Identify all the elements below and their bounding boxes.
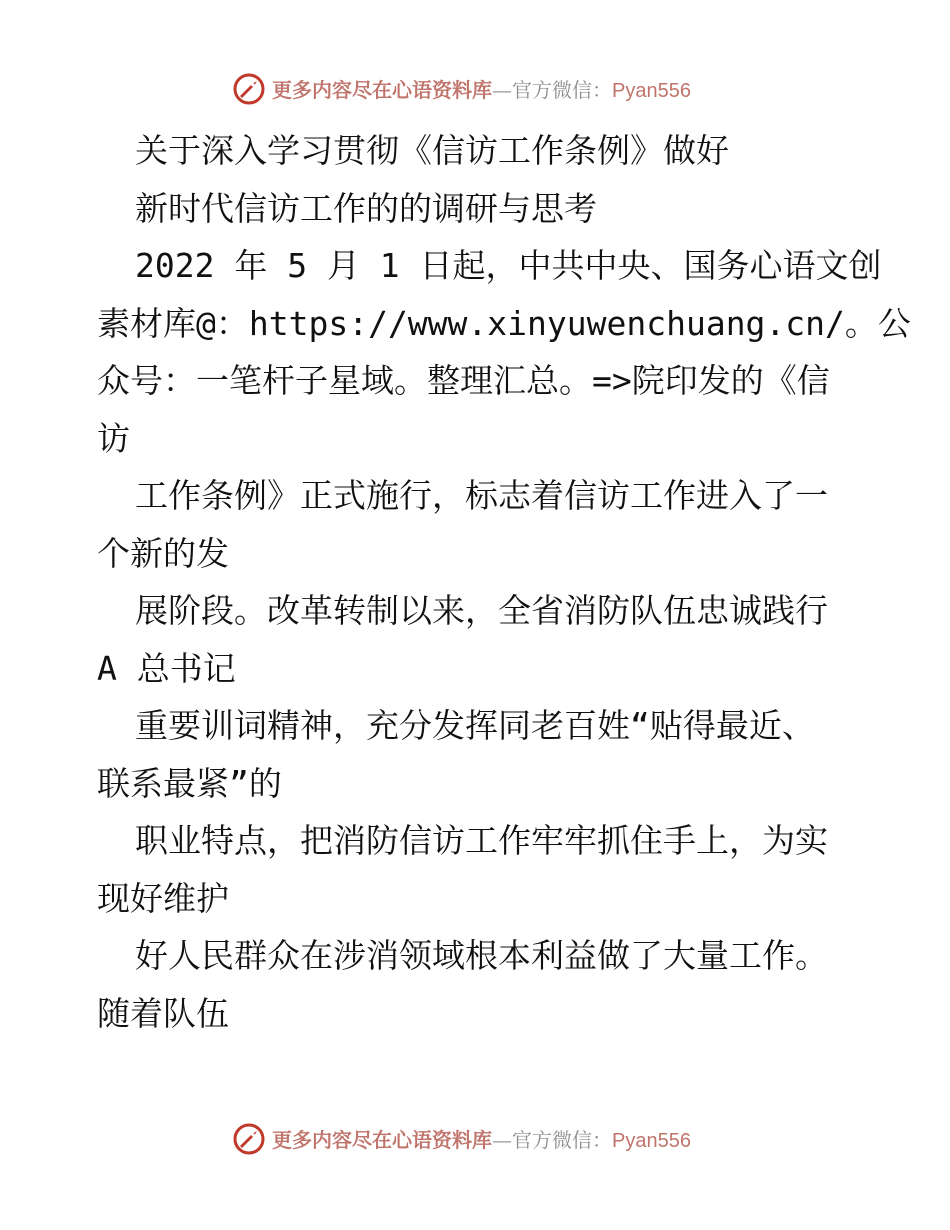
paragraph-line: 2022 年 5 月 1 日起，中共中央、国务心语文创: [135, 246, 882, 285]
paragraph-line: 访: [97, 418, 130, 458]
paragraph-line: 现好维护: [97, 878, 229, 918]
paragraph-line: 重要训词精神，充分发挥同老百姓“贴得最近、: [135, 706, 815, 745]
pen-nib-logo-icon: [232, 72, 266, 106]
footer-dash: —: [492, 1128, 512, 1152]
document-body: [97, 122, 911, 1042]
footer-banner: [0, 1120, 950, 1160]
document-title-line-1: 关于深入学习贯彻《信访工作条例》做好: [135, 131, 729, 170]
footer-banner-text: [272, 1126, 691, 1155]
paragraph-line: 联系最紧”的: [97, 763, 282, 803]
paragraph-line: 众号：一笔杆子星域。整理汇总。=>院印发的《信: [97, 361, 830, 400]
header-banner: [0, 70, 950, 110]
header-banner-text: [272, 76, 691, 105]
header-wechat-label: 官方微信：: [512, 78, 612, 102]
paragraph-line: 素材库@：https://www.xinyuwenchuang.cn/。公: [97, 303, 911, 343]
footer-wechat-label: 官方微信：: [512, 1128, 612, 1152]
header-wechat-id: Pyan556: [612, 80, 691, 102]
paragraph-line: 职业特点，把消防信访工作牢牢抓住手上，为实: [135, 821, 828, 860]
pen-nib-logo-icon: [232, 1122, 266, 1156]
footer-wechat-id: Pyan556: [612, 1130, 691, 1152]
paragraph-line: 随着队伍: [97, 993, 229, 1033]
paragraph-line: A 总书记: [97, 648, 236, 688]
paragraph-line: 展阶段。改革转制以来，全省消防队伍忠诚践行: [135, 591, 828, 630]
paragraph-line: 工作条例》正式施行，标志着信访工作进入了一: [135, 476, 828, 515]
footer-library-name: 更多内容尽在心语资料库: [272, 1128, 492, 1152]
document-title-line-2: 新时代信访工作的的调研与思考: [135, 188, 597, 228]
paragraph-line: 个新的发: [97, 533, 229, 573]
header-dash: —: [492, 78, 512, 102]
paragraph-line: 好人民群众在涉消领域根本利益做了大量工作。: [135, 936, 828, 975]
header-library-name: 更多内容尽在心语资料库: [272, 78, 492, 102]
